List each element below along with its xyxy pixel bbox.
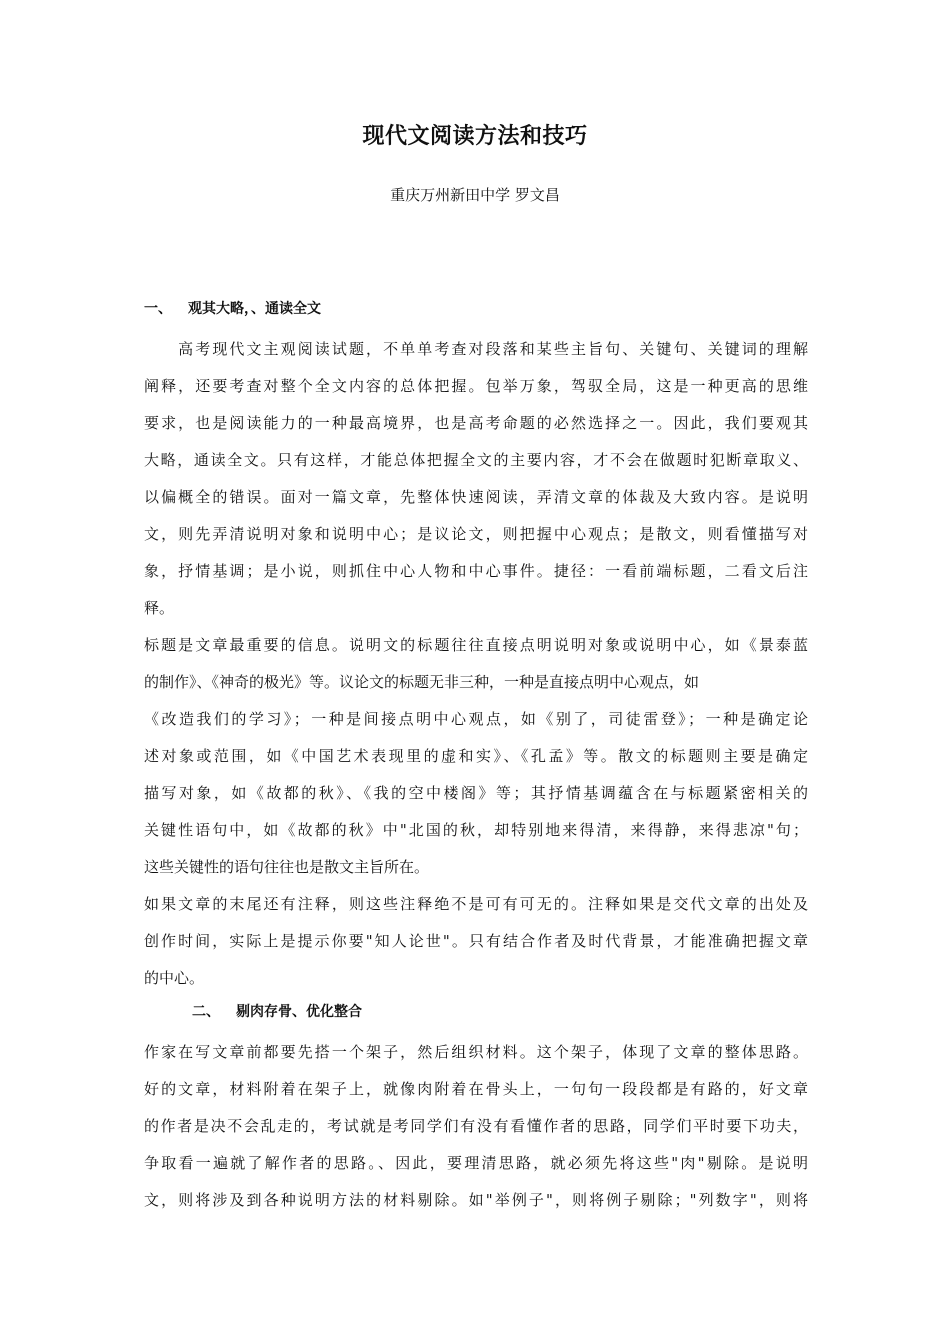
- paragraph-line: 争取看一遍就了解作者的思路。、因此，要理清思路，就必须先将这些"肉"剔除。是说明: [144, 1154, 808, 1172]
- paragraph-line: 关键性语句中，如《故都的秋》中"北国的秋，却特别地来得清，来得静，来得悲凉"句；: [144, 821, 808, 839]
- paragraph-line: 好的文章，材料附着在架子上，就像肉附着在骨头上，一句句一段段都是有路的，好文章: [144, 1080, 808, 1098]
- paragraph-line: 描写对象，如《故都的秋》、《我的空中楼阁》等；其抒情基调蕴含在与标题紧密相关的: [144, 784, 808, 802]
- section-heading-2: [144, 997, 808, 1034]
- paragraph-line: 标题是文章最重要的信息。说明文的标题往往直接点明说明对象或说明中心，如《景泰蓝: [144, 636, 808, 654]
- paragraph-line: 作家在写文章前都要先搭一个架子，然后组织材料。这个架子，体现了文章的整体思路。: [144, 1043, 808, 1061]
- paragraph-line: 象，抒情基调；是小说，则抓住中心人物和中心事件。捷径：一看前端标题，二看文后注: [144, 562, 808, 580]
- paragraph-3: [144, 886, 808, 997]
- paragraph-line: 的作者是决不会乱走的，考试就是考同学们有没有看懂作者的思路，同学们平时要下功夫，: [144, 1117, 808, 1135]
- paragraph-line: 的中心。: [144, 969, 205, 987]
- paragraph-line: 大略，通读全文。只有这样，才能总体把握全文的主要内容，才不会在做题时犯断章取义、: [144, 451, 808, 469]
- paragraph-line: 述对象或范围，如《中国艺术表现里的虚和实》、《孔孟》等。散文的标题则主要是确定: [144, 747, 808, 765]
- paragraph-line: 文，则将涉及到各种说明方法的材料剔除。如"举例子"，则将例子剔除；"列数字"，则将: [144, 1191, 808, 1209]
- section-number-2: 二、: [192, 1004, 220, 1020]
- paragraph-line: 高考现代文主观阅读试题，不单单考查对段落和某些主旨句、关键句、关键词的理解: [144, 340, 808, 358]
- paragraph-line: 《改造我们的学习》；一种是间接点明中心观点，如《别了，司徒雷登》；一种是确定论: [144, 710, 808, 728]
- paragraph-line: 这些关键性的语句往往也是散文主旨所在。: [144, 858, 430, 876]
- paragraph-line: 要求，也是阅读能力的一种最高境界，也是高考命题的必然选择之一。因此，我们要观其: [144, 414, 808, 432]
- section-title-1: 观其大略，、通读全文: [188, 301, 321, 317]
- section-number-1: 一、: [144, 301, 172, 317]
- document-title: 现代文阅读方法和技巧: [362, 124, 588, 149]
- section-title-2: 剔肉存骨、优化整合: [236, 1004, 362, 1020]
- paragraph-1: [144, 331, 808, 627]
- paragraph-2: [144, 627, 808, 886]
- section-heading-1: [144, 294, 808, 331]
- paragraph-line: 如果文章的末尾还有注释，则这些注释绝不是可有可无的。注释如果是交代文章的出处及: [144, 895, 808, 913]
- paragraph-line: 以偏概全的错误。面对一篇文章，先整体快速阅读，弄清文章的体裁及大致内容。是说明: [144, 488, 808, 506]
- paragraph-line: 创作时间，实际上是提示你要"知人论世"。只有结合作者及时代背景，才能准确把握文章: [144, 932, 808, 950]
- paragraph-line: 阐释，还要考查对整个全文内容的总体把握。包举万象，驾驭全局，这是一种更高的思维: [144, 377, 808, 395]
- paragraph-line: 文，则先弄清说明对象和说明中心；是议论文，则把握中心观点；是散文，则看懂描写对: [144, 525, 808, 543]
- document-body: [144, 294, 808, 1219]
- paragraph-line: 释。: [144, 599, 175, 617]
- document-author: 重庆万州新田中学 罗文昌: [390, 186, 560, 204]
- paragraph-4: [144, 1034, 808, 1219]
- paragraph-line: 的制作》、《神奇的极光》等。议论文的标题无非三种，一种是直接点明中心观点，如: [144, 673, 700, 691]
